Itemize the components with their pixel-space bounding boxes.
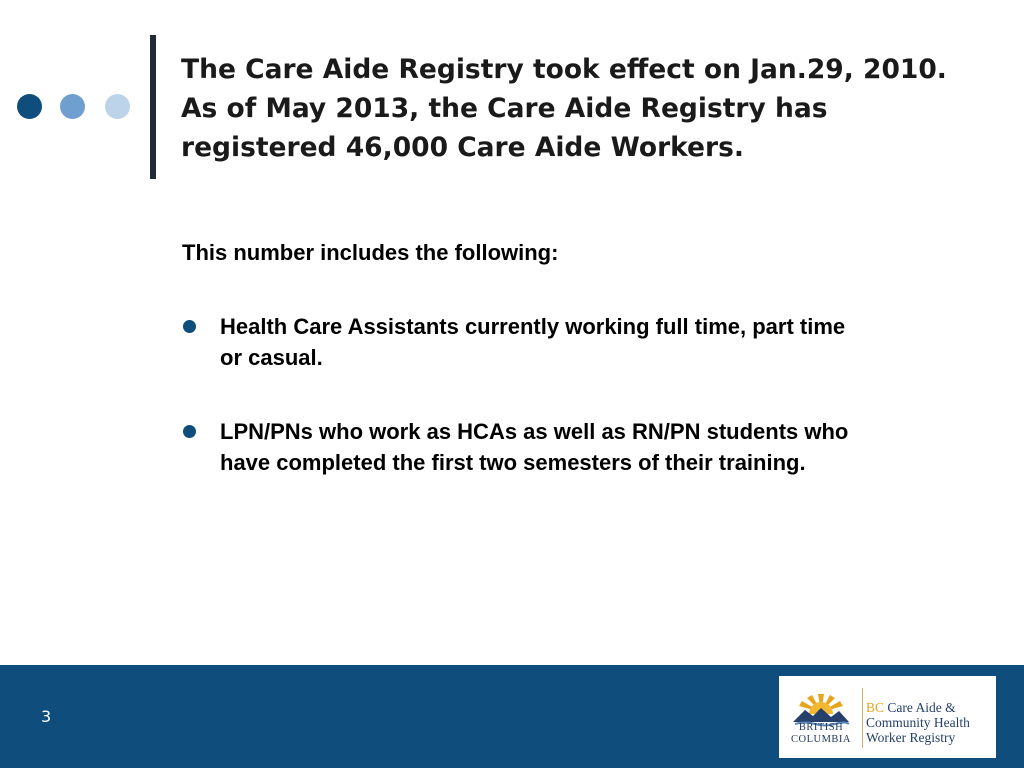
bullet-2-line-1: LPN/PNs who work as HCAs as well as RN/PN students who: [220, 419, 849, 444]
logo-british-text: BRITISH: [798, 722, 844, 733]
logo-registry-line-1: [866, 700, 994, 715]
title-divider-bar: [150, 35, 156, 179]
bullet-2-line-2: have completed the first two semesters of their training.: [220, 450, 806, 475]
list-item: [220, 416, 980, 478]
logo-columbia-text: COLUMBIA: [790, 734, 851, 745]
bullet-1-line-1: Health Care Assistants currently working full time, part time: [220, 314, 846, 339]
logo-care-aide-text: Care Aide &: [884, 700, 956, 715]
dot-medium: [60, 94, 85, 119]
page-number: 3: [41, 707, 52, 726]
dot-dark: [17, 94, 42, 119]
logo-divider: [862, 688, 863, 748]
registry-logo: [779, 676, 996, 758]
title-line-1: The Care Aide Registry took effect on Jan.29, 2010.: [181, 54, 947, 85]
title-line-2: As of May 2013, the Care Aide Registry has: [181, 93, 828, 124]
logo-registry-line-2: Community Health: [866, 715, 970, 730]
logo-registry-line-3: Worker Registry: [866, 730, 956, 745]
list-item: [220, 311, 980, 373]
slide-title: [181, 50, 1011, 167]
title-line-3: registered 46,000 Care Aide Workers.: [181, 132, 744, 163]
intro-text: This number includes the following:: [182, 240, 559, 265]
bullet-icon: [183, 320, 196, 333]
decorative-dots: [17, 94, 133, 120]
logo-bc-text: BC: [866, 700, 885, 715]
dot-light: [105, 94, 130, 119]
bullet-1-line-2: or casual.: [220, 345, 323, 370]
bullet-icon: [183, 425, 196, 438]
